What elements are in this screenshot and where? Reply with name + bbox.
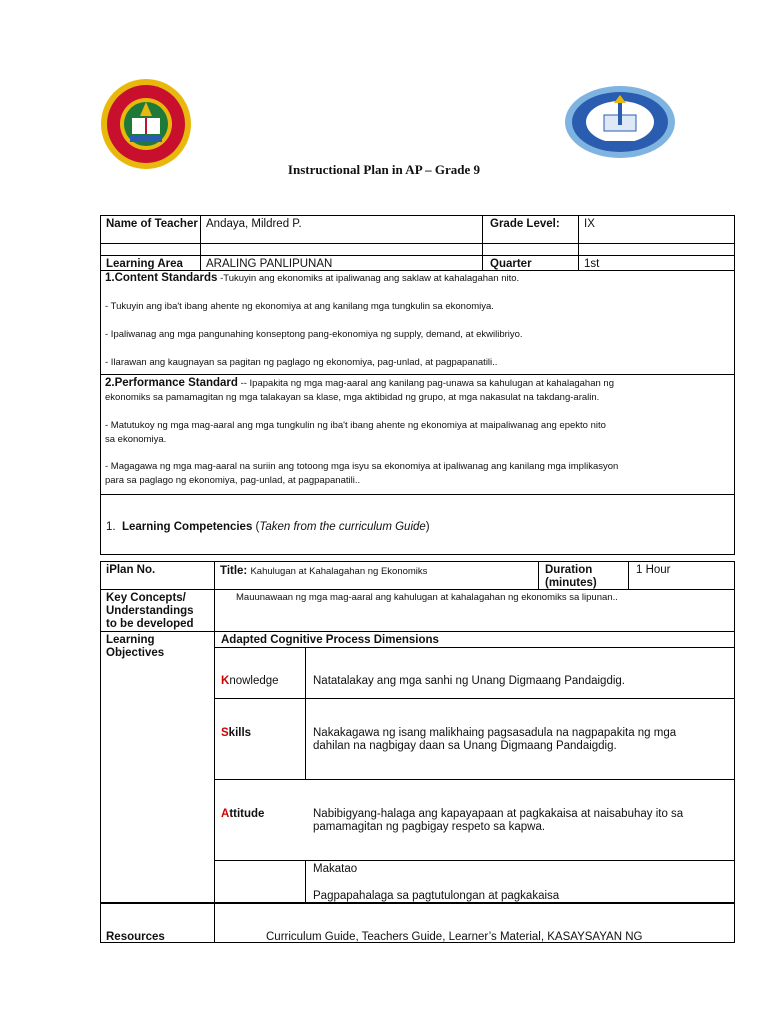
content-standard-item: - Ipaliwanag ang mga pangunahing konseptong pang-ekonomiya ng supply, demand, at ekwilibriyo.: [105, 329, 523, 340]
skills-objective: Nakakagawa ng isang malikhaing pagsasadula na nagpapakita ng mga dahilan na nagbigay daan sa Unang Digmaang Pandaigdig.: [313, 727, 677, 752]
key-concepts-label: Key Concepts/ Understandings to be developed: [106, 592, 194, 630]
skills-label: Skills: [221, 727, 252, 739]
performance-standard-item: - Matutukoy ng mga mag-aaral ang mga tungkulin ng iba't ibang ahente ng ekonomiya at maipaliwanag ang epekto nito: [105, 420, 606, 431]
cognitive-dimensions-heading: Adapted Cognitive Process Dimensions: [221, 634, 439, 646]
learning-competencies-heading: 1. Learning Competencies (Taken from the curriculum Guide): [106, 521, 430, 533]
document-title: Instructional Plan in AP – Grade 9: [287, 162, 481, 177]
learning-area-value: ARALING PANLIPUNAN: [206, 258, 333, 270]
iplan-title: Title: Kahulugan at Kahalagahan ng Ekonomiks: [220, 565, 428, 577]
content-standards-heading: 1.Content Standards -Tukuyin ang ekonomiks at ipaliwanag ang saklaw at kahalagahan nito.: [105, 272, 520, 284]
performance-standard-heading: 2.Performance Standard -- Ipapakita ng mga mag-aaral ang kanilang pag-unawa sa kahulugan at kahalagahan ng: [105, 377, 614, 389]
duration-value: 1 Hour: [636, 564, 671, 576]
performance-standard-item: para sa paglago ng ekonomiya, pag-unlad, at pagpapanatili..: [105, 475, 361, 486]
grade-level-value: IX: [584, 218, 595, 230]
quarter-value: 1st: [584, 258, 600, 270]
values-line: Pagpapahalaga sa pagtutulongan at pagkakaisa: [313, 890, 560, 902]
content-standard-item: - Ilarawan ang kaugnayan sa pagitan ng paglago ng ekonomiya, pag-unlad, at pagpapanatili..: [105, 357, 498, 368]
iplan-number-label: iPlan No.: [106, 564, 156, 576]
values-line: Makatao: [313, 863, 358, 875]
grade-level-label: Grade Level:: [490, 218, 560, 230]
performance-standard-item: - Magagawa ng mga mag-aaral na suriin ang totoong mga isyu sa ekonomiya at ipaliwanag ang kanilang mga implikasyon: [105, 461, 619, 472]
attitude-label: Attitude: [221, 808, 265, 820]
university-seal-logo: [100, 78, 192, 170]
learning-area-label: Learning Area: [106, 258, 183, 270]
knowledge-label: Knowledge: [221, 675, 279, 687]
resources-value: Curriculum Guide, Teachers Guide, Learner’s Material, KASAYSAYAN NG: [266, 931, 643, 943]
quarter-label: Quarter: [490, 258, 532, 270]
content-standard-item: - Tukuyin ang iba't ibang ahente ng ekonomiya at ang kanilang mga tungkulin sa ekonomiya.: [105, 301, 494, 312]
learning-objectives-label: Learning Objectives: [106, 634, 165, 659]
teacher-name: Andaya, Mildred P.: [206, 218, 302, 230]
attitude-objective: Nabibigyang-halaga ang kapayapaan at pagkakaisa at naisabuhay ito sa pamamagitan ng pagbigay respeto sa kapwa.: [313, 808, 684, 833]
resources-label: Resources: [106, 931, 165, 943]
teacher-label: Name of Teacher: [106, 218, 198, 230]
performance-standard-item: sa ekonomiya.: [105, 434, 167, 445]
key-concepts-value: Mauunawaan ng mga mag-aaral ang kahulugan at kahalagahan ng ekonomiks sa lipunan..: [236, 592, 618, 603]
duration-label: Duration (minutes): [545, 564, 597, 589]
college-of-education-seal-logo: [564, 85, 676, 159]
performance-standard-intro-line: ekonomiks sa pamamagitan ng mga talakayan sa klase, mga aktibidad ng grupo, at mga nakasulat na takdang-aralin.: [105, 392, 600, 403]
knowledge-objective: Natatalakay ang mga sanhi ng Unang Digmaang Pandaigdig.: [313, 675, 625, 687]
